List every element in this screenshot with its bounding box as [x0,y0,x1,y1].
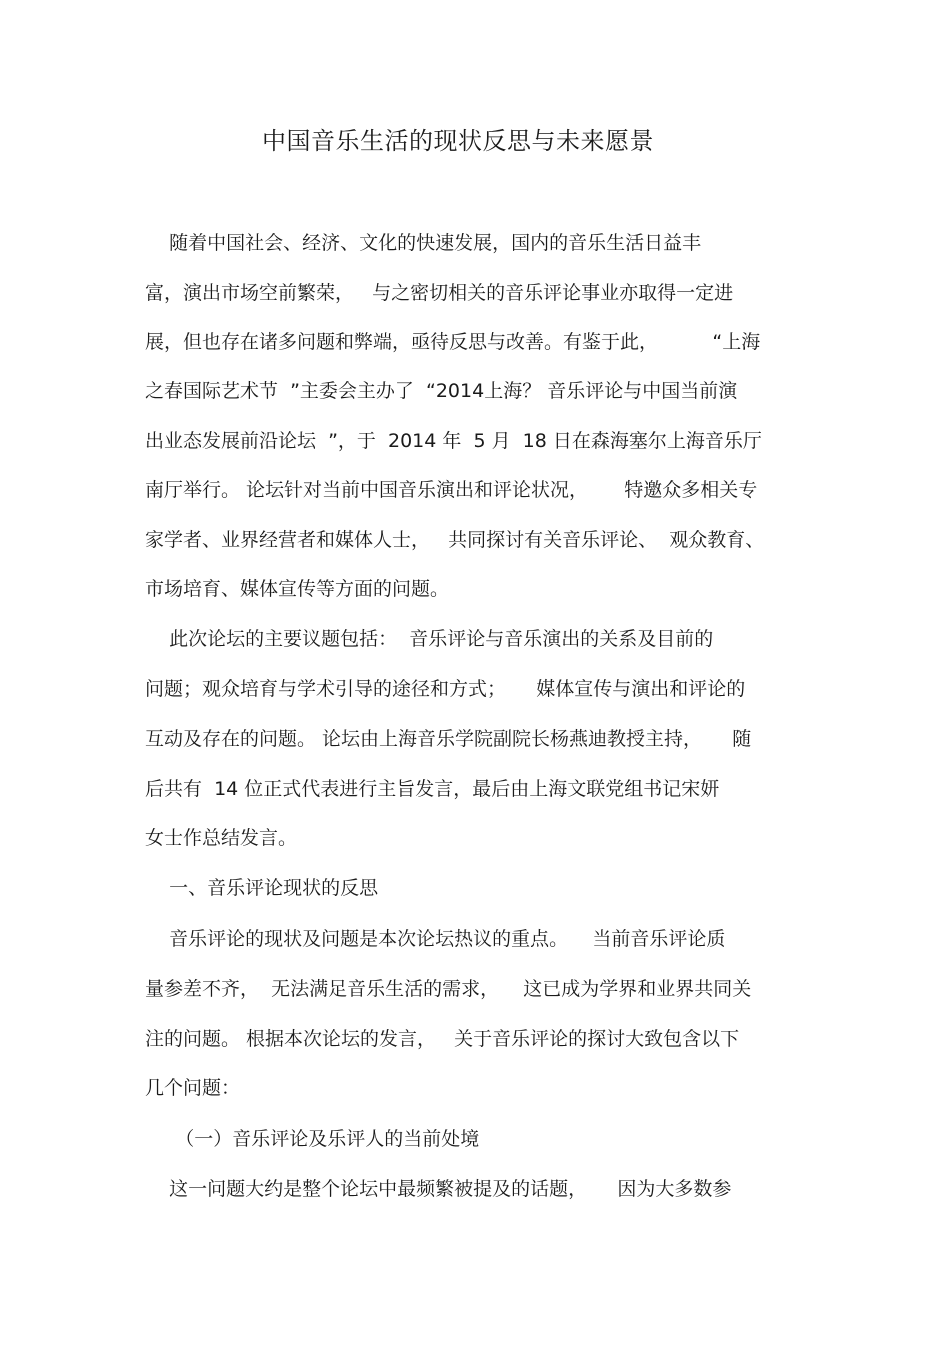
paragraph-line: 互动及存在的问题。 论坛由上海音乐学院副院长杨燕迪教授主持， 随 [145,728,752,750]
paragraph-line: 随着中国社会、经济、文化的快速发展，国内的音乐生活日益丰 [145,232,702,254]
paragraph-line: 南厅举行。 论坛针对当前中国音乐演出和评论状况， 特邀众多相关专 [145,479,758,501]
paragraph-line: 此次论坛的主要议题包括： 音乐评论与音乐演出的关系及目前的 [145,628,714,650]
paragraph-line: 量参差不齐， 无法满足音乐生活的需求， 这已成为学界和业界共同关 [145,978,752,1000]
paragraph-line: 女士作总结发言。 [145,827,298,849]
paragraph-line: 这一问题大约是整个论坛中最频繁被提及的话题， 因为大多数参 [145,1178,732,1200]
paragraph-line: 出业态发展前沿论坛 ”，于 2014 年 5 月 18 日在森海塞尔上海音乐厅 [145,430,762,452]
paragraph-line: 音乐评论的现状及问题是本次论坛热议的重点。 当前音乐评论质 [145,928,726,950]
paragraph-line: 后共有 14 位正式代表进行主旨发言，最后由上海文联党组书记宋妍 [145,778,720,800]
paragraph-line: 注的问题。 根据本次论坛的发言， 关于音乐评论的探讨大致包含以下 [145,1028,740,1050]
paragraph-line: 几个问题： [145,1077,241,1099]
paragraph-line: 之春国际艺术节 ”主委会主办了 “2014上海？ 音乐评论与中国当前演 [145,380,738,402]
paragraph-line: 问题；观众培育与学术引导的途径和方式； 媒体宣传与演出和评论的 [145,678,746,700]
paragraph-line: 家学者、业界经营者和媒体人士， 共同探讨有关音乐评论、 观众教育、 [145,529,765,551]
paragraph-line: 市场培育、媒体宣传等方面的问题。 [145,578,450,600]
page-title: 中国音乐生活的现状反思与未来愿景 [262,127,654,155]
subsection-heading: （一）音乐评论及乐评人的当前处境 [145,1128,480,1150]
paragraph-line: 富，演出市场空前繁荣， 与之密切相关的音乐评论事业亦取得一定进 [145,282,734,304]
paragraph-line: 展，但也存在诸多问题和弊端，亟待反思与改善。有鉴于此， “上海 [145,331,761,353]
section-heading: 一、音乐评论现状的反思 [145,877,379,899]
